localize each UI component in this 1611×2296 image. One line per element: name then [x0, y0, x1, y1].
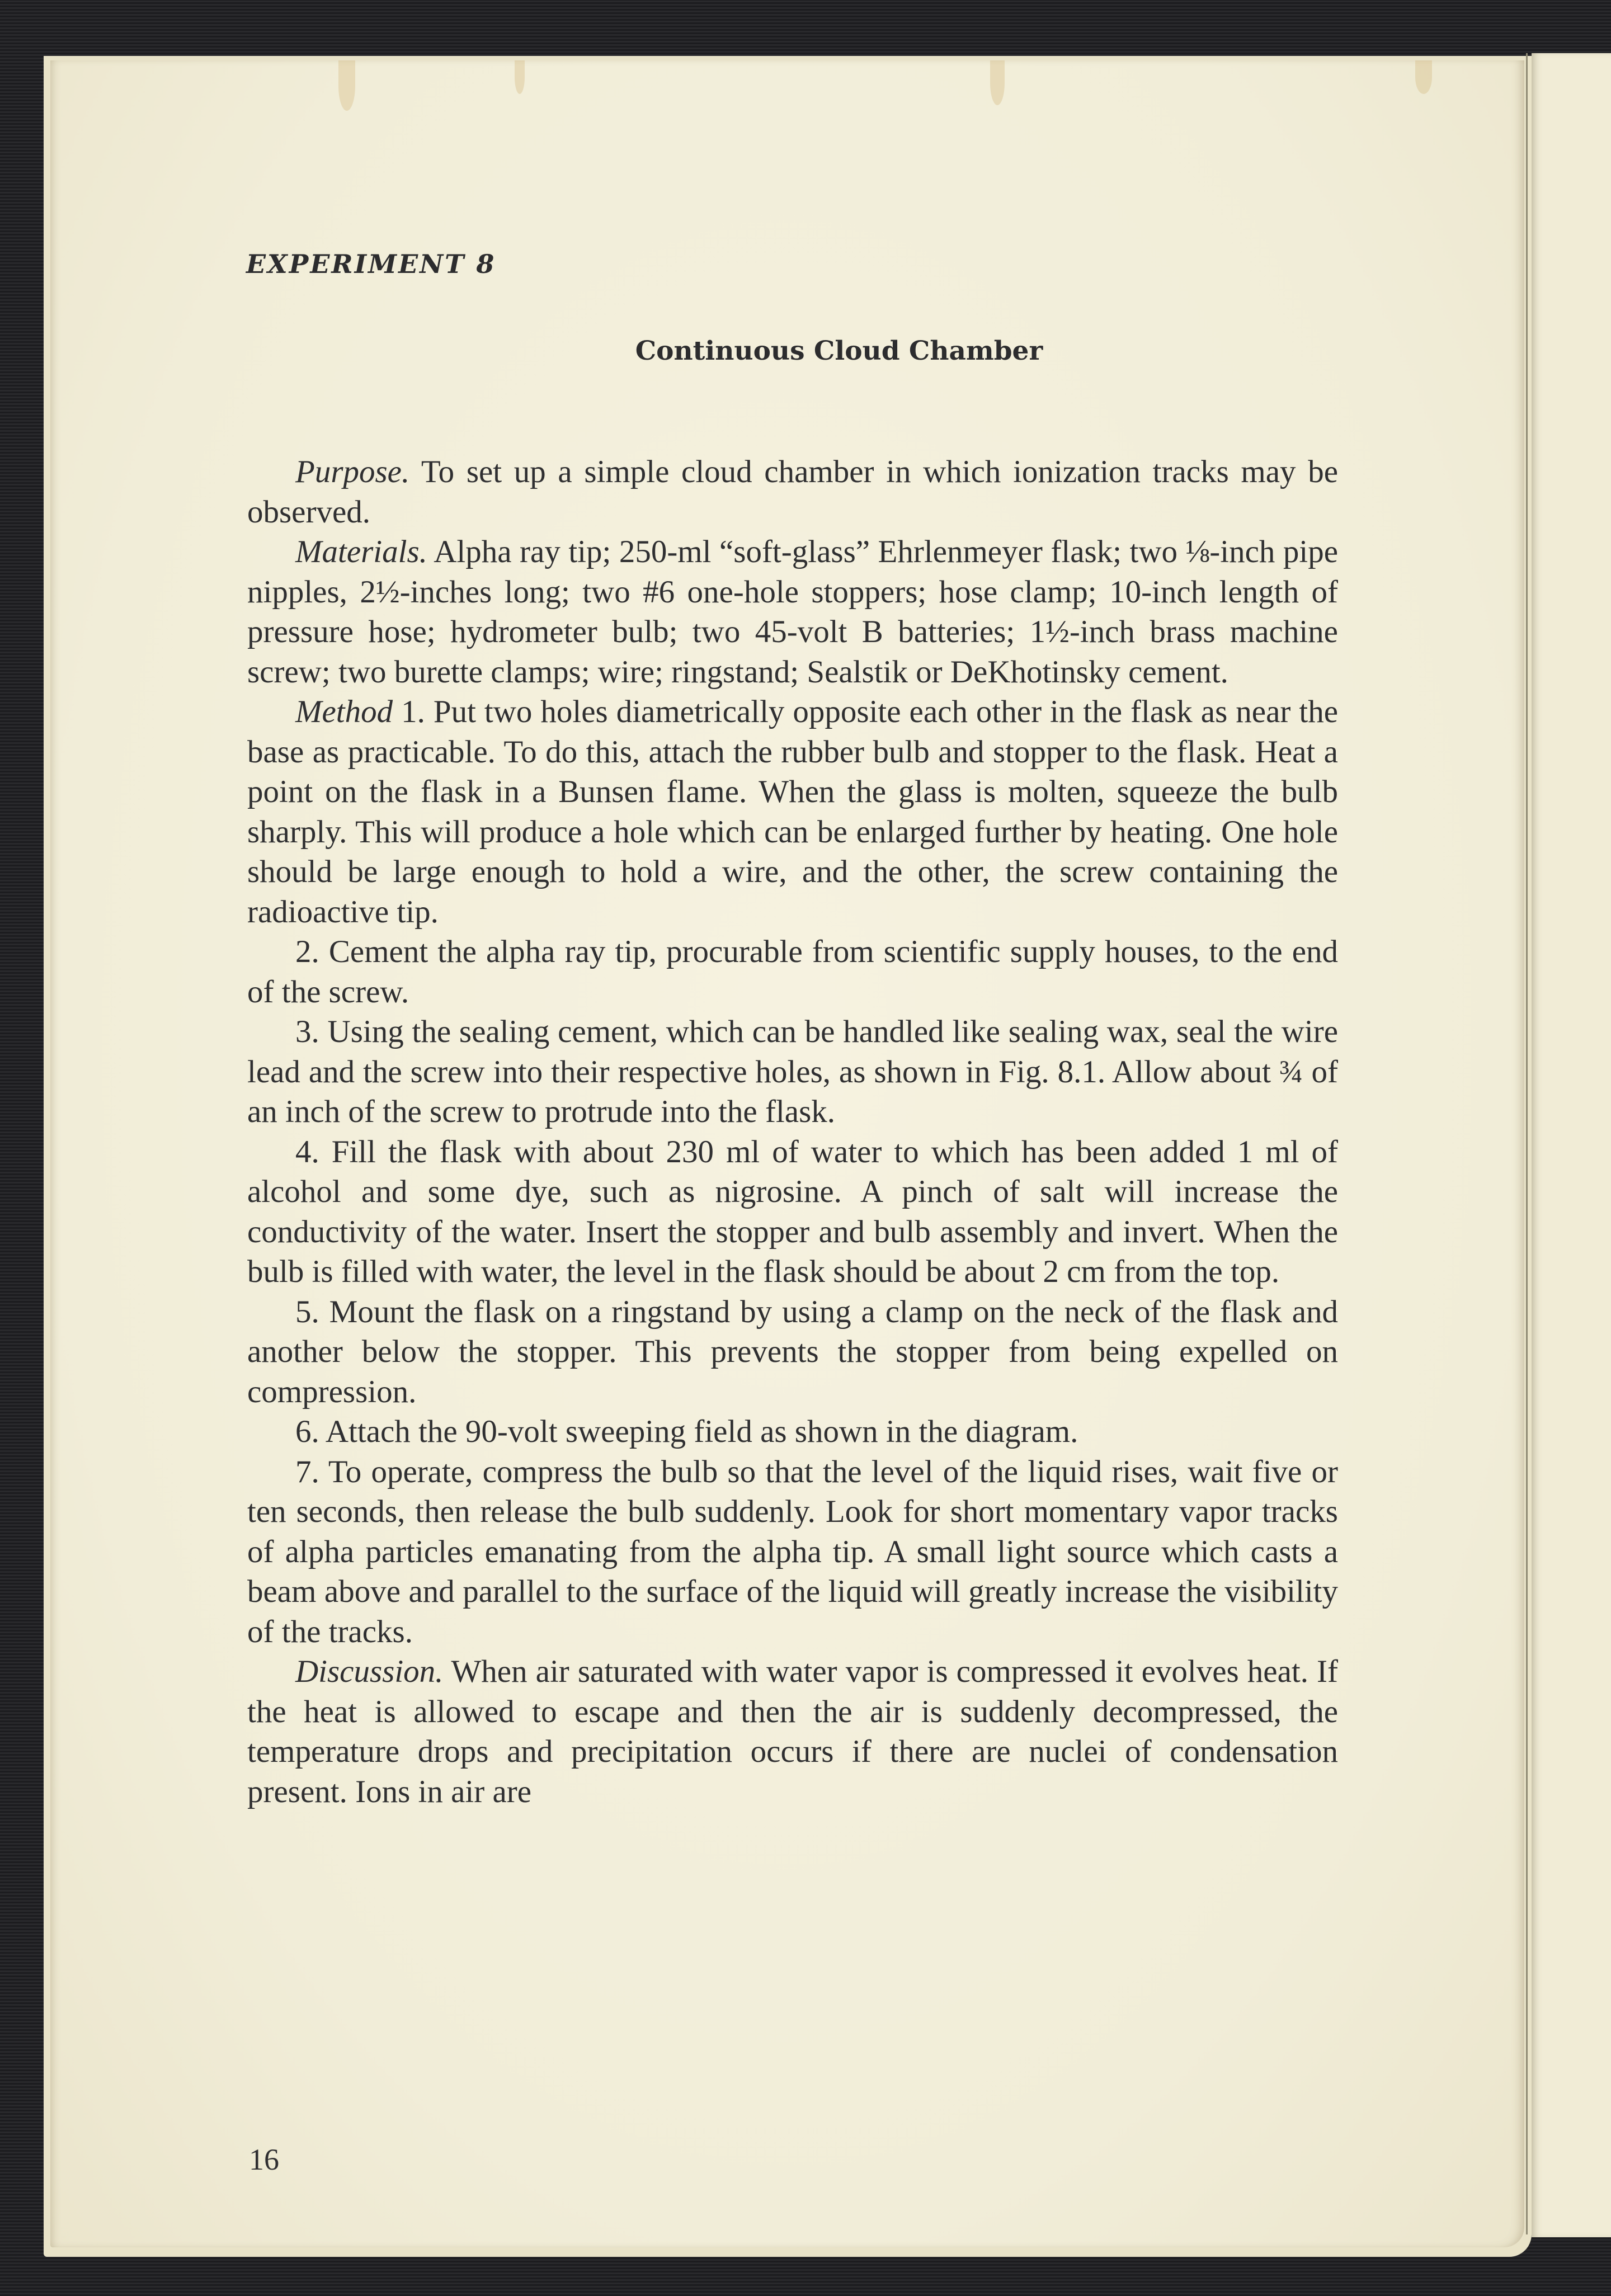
page-title	[0, 336, 1611, 366]
paragraph-label: Materials.	[295, 534, 427, 569]
paragraph-label: Discussion.	[295, 1654, 444, 1689]
page-number: 16	[249, 2143, 279, 2176]
paragraph-label: Purpose.	[295, 454, 410, 489]
paragraph-purpose	[247, 452, 1338, 532]
paragraph-text: 3. Using the sealing cement, which can be handled like sealing wax, seal the wire lead and the screw into their respective holes, as shown in Fig. 8.1. Allow about ¾ of an inch of the screw to protrude into the flask.	[247, 1014, 1338, 1129]
body-text	[247, 452, 1338, 1812]
paragraph-label: Method	[295, 694, 393, 729]
paragraph-method-step-1	[247, 692, 1338, 932]
paragraph-text: When air saturated with water vapor is compressed it evolves heat. If the heat is allowed to escape and then the air is suddenly decompressed, the temperature drops and precipitation occurs if there are nuclei of condensation present. Ions in air are	[247, 1654, 1338, 1809]
paragraph-method-step-3	[247, 1012, 1338, 1132]
book-gutter	[1526, 53, 1528, 2234]
paper-stain	[990, 60, 1005, 105]
paragraph-method-step-7	[247, 1452, 1338, 1652]
paragraph-text: Alpha ray tip; 250-ml “soft-glass” Ehrlenmeyer flask; two ⅛-inch pipe nipples, 2½-inches long; two #6 one-hole stoppers; hose clamp; 10-inch length of pressure hose; hydrometer bulb; two 45-volt B batteries; 1½-inch brass machine screw; two burette clamps; wire; ringstand; Sealstik or DeKhotinsky cement.	[247, 534, 1338, 690]
paragraph-method-step-4	[247, 1132, 1338, 1292]
paragraph-text: 4. Fill the flask with about 230 ml of water to which has been added 1 ml of alcohol and some dye, such as nigrosine. A pinch of salt will increase the conductivity of the water. Insert the stopper and bulb assembly and invert. When the bulb is filled with water, the level in the flask should be about 2 cm from the top.	[247, 1134, 1338, 1289]
paragraph-materials	[247, 532, 1338, 692]
paragraph-text: 5. Mount the flask on a ringstand by using a clamp on the neck of the flask and another below the stopper. This prevents the stopper from being expelled on compression.	[247, 1294, 1338, 1409]
page-title-text: Continuous Cloud Chamber	[635, 336, 1043, 366]
paragraph-method-step-6	[247, 1412, 1338, 1452]
paragraph-method-step-5	[247, 1292, 1338, 1412]
paragraph-text: To set up a simple cloud chamber in which ionization tracks may be observed.	[247, 454, 1338, 530]
paper-stain	[338, 60, 355, 111]
paragraph-method-step-2	[247, 932, 1338, 1012]
paragraph-text: 2. Cement the alpha ray tip, procurable from scientific supply houses, to the end of the screw.	[247, 934, 1338, 1010]
paragraph-text: 1. Put two holes diametrically opposite each other in the flask as near the base as practicable. To do this, attach the rubber bulb and stopper to the flask. Heat a point on the flask in a Bunsen flame. When the glass is molten, squeeze the bulb sharply. This will produce a hole which can be enlarged further by heating. One hole should be large enough to hold a wire, and the other, the screw containing the radioactive tip.	[247, 694, 1338, 930]
paragraph-text: 6. Attach the 90-volt sweeping field as shown in the diagram.	[295, 1414, 1078, 1449]
facing-page-edge	[1532, 53, 1611, 2237]
running-header: EXPERIMENT 8	[246, 249, 496, 279]
paper-stain	[515, 60, 525, 94]
paragraph-discussion	[247, 1652, 1338, 1812]
paragraph-text: 7. To operate, compress the bulb so that the level of the liquid rises, wait five or ten seconds, then release the bulb suddenly. Look for short momentary vapor tracks of alpha particles emanating from the alpha tip. A small light source which casts a beam above and parallel to the surface of the liquid will greatly increase the visibility of the tracks.	[247, 1454, 1338, 1649]
paper-stain	[1415, 60, 1432, 94]
